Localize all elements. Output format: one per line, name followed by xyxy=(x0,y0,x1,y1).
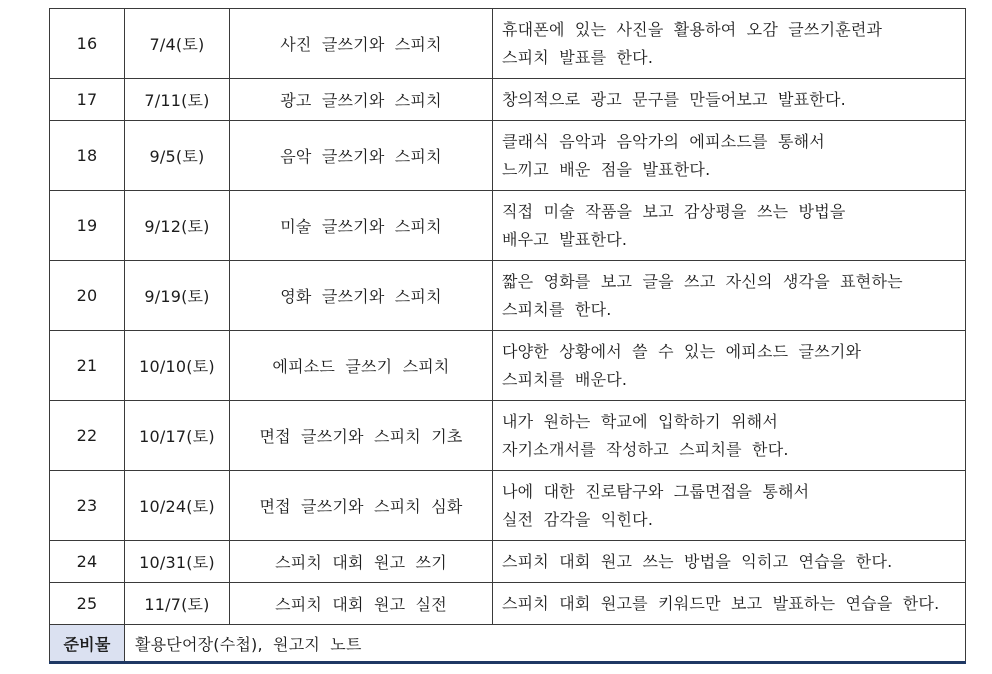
description-line: 스피치 대회 원고 쓰는 방법을 익히고 연습을 한다. xyxy=(502,551,893,571)
lesson-topic-cell: 스피치 대회 원고 실전 xyxy=(230,583,493,625)
description-line: 자기소개서를 작성하고 스피치를 한다. xyxy=(502,439,789,459)
description-line: 실전 감각을 익힌다. xyxy=(502,509,654,529)
lesson-topic-cell: 미술 글쓰기와 스피치 xyxy=(230,191,493,261)
description-line: 클래식 음악과 음악가의 에피소드를 통해서 xyxy=(502,131,825,151)
lesson-topic-cell: 광고 글쓰기와 스피치 xyxy=(230,79,493,121)
description-line: 스피치를 배운다. xyxy=(502,369,628,389)
materials-label-cell: 준비물 xyxy=(50,625,125,663)
description-line: 다양한 상황에서 쓸 수 있는 에피소드 글쓰기와 xyxy=(502,341,862,361)
lesson-date-cell: 9/5(토) xyxy=(125,121,230,191)
lesson-topic-cell: 사진 글쓰기와 스피치 xyxy=(230,9,493,79)
materials-row xyxy=(50,625,966,663)
lesson-number-cell: 16 xyxy=(50,9,125,79)
description-line: 스피치 발표를 한다. xyxy=(502,47,654,67)
lesson-topic-cell: 음악 글쓰기와 스피치 xyxy=(230,121,493,191)
lesson-date-cell: 11/7(토) xyxy=(125,583,230,625)
lesson-date-cell: 10/10(토) xyxy=(125,331,230,401)
table-row xyxy=(50,261,966,331)
description-line: 내가 원하는 학교에 입학하기 위해서 xyxy=(502,411,778,431)
lesson-topic-cell: 면접 글쓰기와 스피치 기초 xyxy=(230,401,493,471)
table-row xyxy=(50,79,966,121)
lesson-number-cell: 18 xyxy=(50,121,125,191)
description-line: 직접 미술 작품을 보고 감상평을 쓰는 방법을 xyxy=(502,201,846,221)
lesson-number-cell: 22 xyxy=(50,401,125,471)
lesson-date-cell: 10/24(토) xyxy=(125,471,230,541)
table-row xyxy=(50,9,966,79)
lesson-description-cell xyxy=(493,541,966,583)
lesson-date-cell: 7/4(토) xyxy=(125,9,230,79)
lesson-number-cell: 20 xyxy=(50,261,125,331)
lesson-description-cell xyxy=(493,9,966,79)
description-line: 스피치 대회 원고를 키워드만 보고 발표하는 연습을 한다. xyxy=(502,593,940,613)
description-line: 나에 대한 진로탐구와 그룹면접을 통해서 xyxy=(502,481,810,501)
table-row xyxy=(50,121,966,191)
lesson-number-cell: 21 xyxy=(50,331,125,401)
lesson-number-cell: 24 xyxy=(50,541,125,583)
lesson-topic-cell: 면접 글쓰기와 스피치 심화 xyxy=(230,471,493,541)
lesson-date-cell: 10/17(토) xyxy=(125,401,230,471)
description-line: 창의적으로 광고 문구를 만들어보고 발표한다. xyxy=(502,89,846,109)
lesson-number-cell: 25 xyxy=(50,583,125,625)
table-row xyxy=(50,471,966,541)
lesson-description-cell xyxy=(493,401,966,471)
lesson-number-cell: 19 xyxy=(50,191,125,261)
lesson-description-cell xyxy=(493,79,966,121)
table-row xyxy=(50,541,966,583)
description-line: 배우고 발표한다. xyxy=(502,229,628,249)
lesson-topic-cell: 스피치 대회 원고 쓰기 xyxy=(230,541,493,583)
description-line: 휴대폰에 있는 사진을 활용하여 오감 글쓰기훈련과 xyxy=(502,19,883,39)
lesson-date-cell: 9/19(토) xyxy=(125,261,230,331)
lesson-topic-cell: 영화 글쓰기와 스피치 xyxy=(230,261,493,331)
materials-value-cell: 활용단어장(수첩), 원고지 노트 xyxy=(125,625,966,663)
schedule-table xyxy=(49,8,966,664)
description-line: 느끼고 배운 점을 발표한다. xyxy=(502,159,711,179)
lesson-description-cell xyxy=(493,121,966,191)
lesson-description-cell xyxy=(493,471,966,541)
lesson-description-cell xyxy=(493,583,966,625)
lesson-number-cell: 17 xyxy=(50,79,125,121)
lesson-description-cell xyxy=(493,261,966,331)
table-row xyxy=(50,583,966,625)
lesson-date-cell: 7/11(토) xyxy=(125,79,230,121)
description-line: 짧은 영화를 보고 글을 쓰고 자신의 생각을 표현하는 xyxy=(502,271,903,291)
description-line: 스피치를 한다. xyxy=(502,299,612,319)
lesson-date-cell: 10/31(토) xyxy=(125,541,230,583)
lesson-number-cell: 23 xyxy=(50,471,125,541)
lesson-description-cell xyxy=(493,191,966,261)
lesson-topic-cell: 에피소드 글쓰기 스피치 xyxy=(230,331,493,401)
table-row xyxy=(50,331,966,401)
lesson-date-cell: 9/12(토) xyxy=(125,191,230,261)
table-row xyxy=(50,191,966,261)
table-row xyxy=(50,401,966,471)
lesson-description-cell xyxy=(493,331,966,401)
